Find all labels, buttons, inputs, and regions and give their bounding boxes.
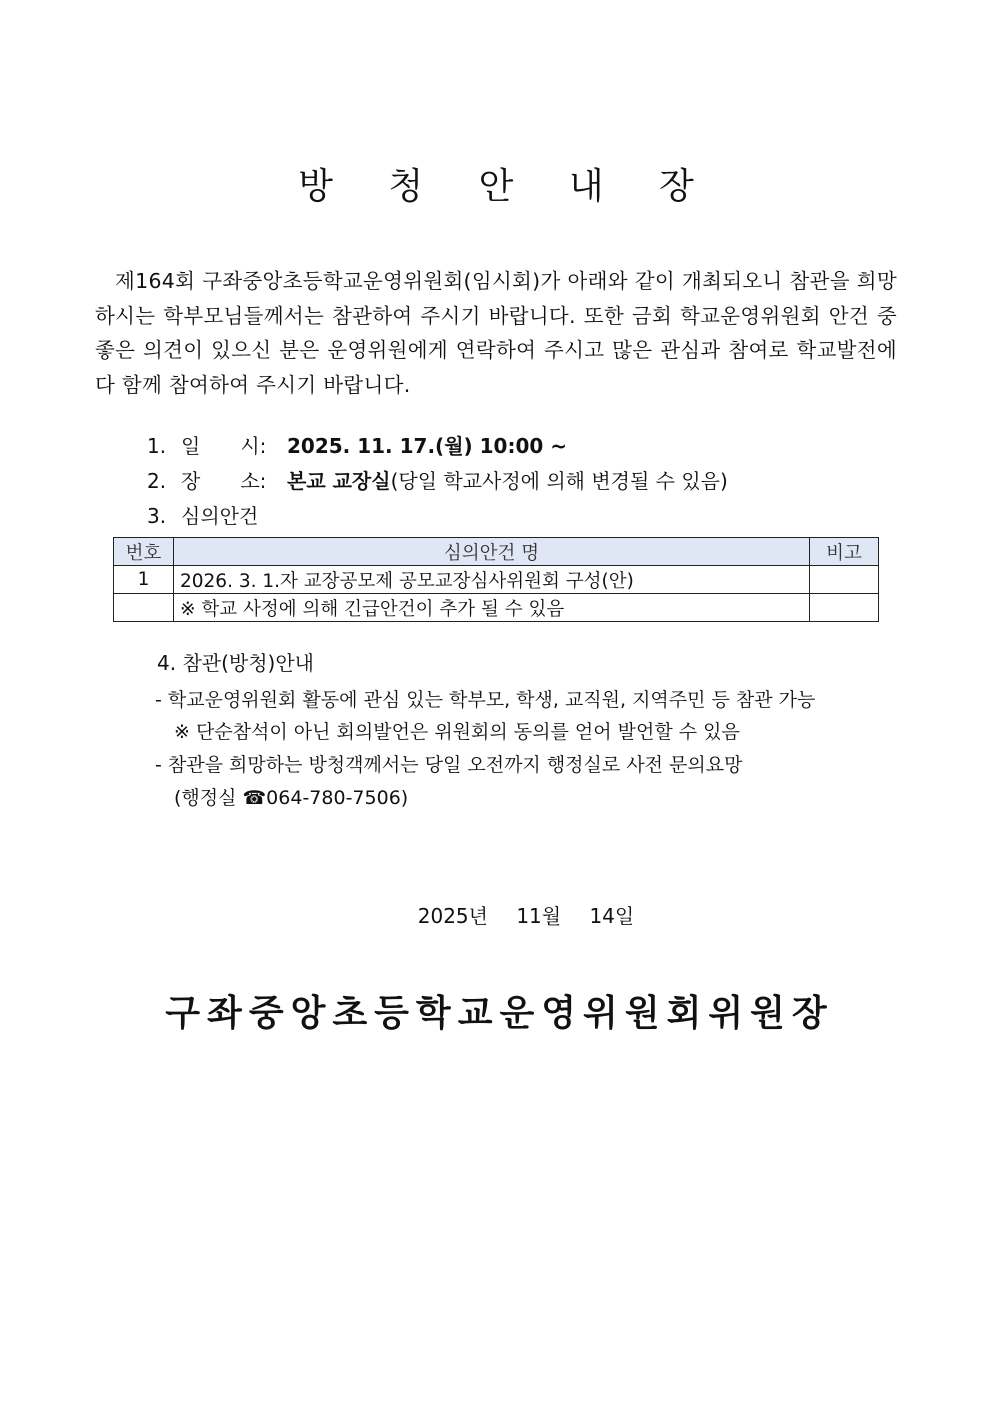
guide-line: - 학교운영위원회 활동에 관심 있는 학부모, 학생, 교직원, 지역주민 등 참관 가능: [155, 689, 816, 711]
table-header-row: [114, 538, 879, 566]
issue-date: 2025년 11월 14일: [417, 904, 635, 928]
row-number: [114, 594, 174, 622]
guide-title: 4. 참관(방청)안내: [157, 651, 314, 675]
row-remark: [810, 566, 879, 594]
header-number: 번호: [114, 538, 174, 566]
guide-note: ※ 단순참석이 아닌 회의발언은 위원회의 동의를 얻어 발언할 수 있음: [174, 721, 740, 743]
page-title: 방 청 안 내 장: [298, 166, 716, 207]
item-number: 1.: [147, 434, 167, 458]
intro-paragraph: 제164회 구좌중앙초등학교운영위원회(임시회)가 아래와 같이 개최되오니 참관을 희망하시는 학부모님들께서는 참관하여 주시기 바랍니다. 또한 금회 학교운영위원회 안건 중 좋은 의견이 있으신 분은 운영위원에게 연락하여 주시고 많은 관심과 참여로 학교발전에 다 함께 참여하여 주시기 바랍니다.: [95, 269, 897, 397]
row-number: 1: [114, 566, 174, 594]
item-agenda: [147, 500, 258, 529]
item-number: 2.: [147, 469, 167, 493]
row-agenda-name: 2026. 3. 1.자 교장공모제 공모교장심사위원회 구성(안): [174, 566, 810, 594]
header-remark: 비고: [810, 538, 879, 566]
item-place: [147, 465, 728, 494]
table-row: [114, 594, 879, 622]
header-agenda-name: 심의안건 명: [174, 538, 810, 566]
item-value-note: (당일 학교사정에 의해 변경될 수 있음): [390, 469, 728, 493]
item-label: 심의안건: [181, 504, 259, 528]
item-value: 2025. 11. 17.(월) 10:00 ~: [287, 434, 567, 458]
guide-line: - 참관을 희망하는 방청객께서는 당일 오전까지 행정실로 사전 문의요망: [155, 754, 743, 776]
signature-committee-chair: 구좌중앙초등학교운영위원회위원장: [165, 993, 834, 1034]
item-label: 장 소:: [181, 469, 267, 493]
item-label: 일 시:: [181, 434, 267, 458]
agenda-table: [113, 537, 879, 622]
guide-contact: (행정실 ☎064-780-7506): [174, 787, 409, 809]
item-date: [147, 430, 567, 459]
row-remark: [810, 594, 879, 622]
row-agenda-name: ※ 학교 사정에 의해 긴급안건이 추가 될 수 있음: [174, 594, 810, 622]
item-value-bold: 본교 교장실: [287, 469, 391, 493]
item-number: 3.: [147, 504, 167, 528]
table-row: [114, 566, 879, 594]
